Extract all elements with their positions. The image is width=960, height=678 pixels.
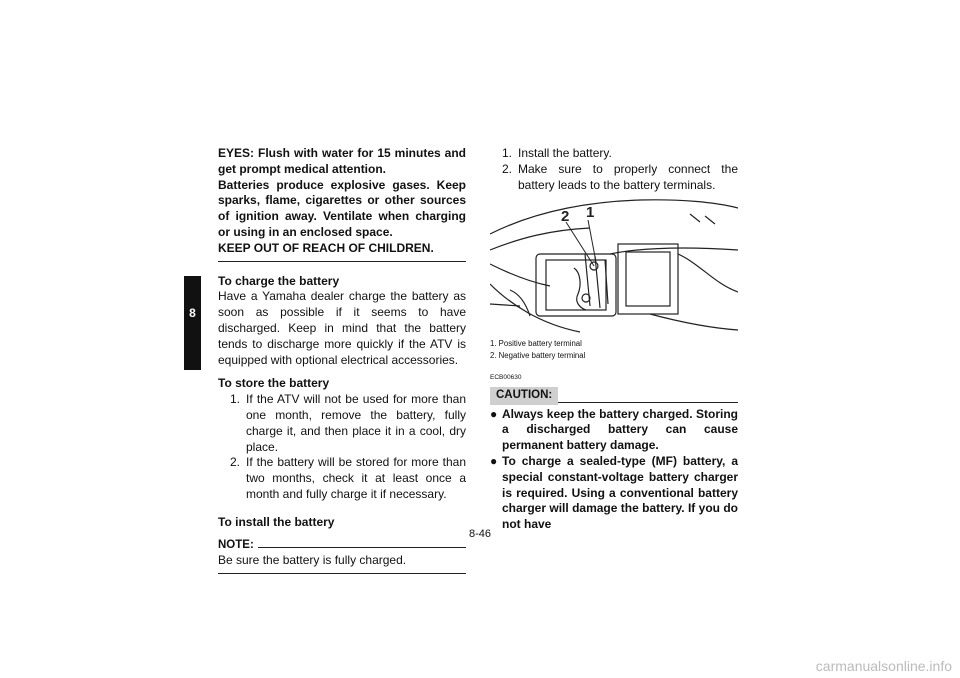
battery-figure	[490, 194, 738, 336]
charge-body: Have a Yamaha dealer charge the battery as soon as possible if it seems to have discharged. Keep in mind that the battery tends to discharge more quickly if the ATV is equipped with optional electrical accessories.	[218, 289, 466, 367]
list-item: 1. If the ATV will not be used for more than one month, remove the battery, fully charge it, and then place it in a cool, dry place.	[230, 392, 466, 454]
list-item: 2. Make sure to properly connect the battery leads to the battery terminals.	[502, 161, 738, 192]
warning-children: KEEP OUT OF REACH OF CHILDREN.	[218, 240, 434, 255]
note-text: Be sure the battery is fully charged.	[218, 553, 407, 568]
right-column	[490, 146, 738, 193]
chapter-tab	[184, 276, 201, 370]
list-item: ● Always keep the battery charged. Storing a discharged battery can cause permanent battery damage.	[490, 406, 738, 453]
warning-gases: Batteries produce explosive gases. Keep sparks, flame, cigarettes or other sources of ignition away. Ventilate when charging or using in an enclosed space.	[218, 177, 466, 239]
store-heading: To store the battery	[218, 376, 330, 391]
note-rule	[258, 547, 466, 548]
battery-illustration	[490, 194, 738, 336]
install-steps	[490, 146, 738, 193]
caption-negative: 2. Negative battery terminal	[490, 351, 586, 360]
caution-rule	[558, 402, 738, 403]
caution-label: CAUTION:	[490, 387, 558, 405]
callout-2: 2	[561, 208, 570, 225]
list-item: 2. If the battery will be stored for more than two months, check it at least once a month and fully charge it if necessary.	[230, 455, 466, 501]
charge-heading: To charge the battery	[218, 273, 340, 288]
chapter-number: 8	[189, 306, 196, 320]
list-item: ● To charge a sealed-type (MF) battery, a special constant-voltage battery charger is required. Using a conventional battery charger will damage the battery. If you do not have	[490, 453, 738, 532]
note-header	[218, 538, 466, 554]
bullet-icon: ●	[490, 406, 498, 421]
install-heading: To install the battery	[218, 514, 335, 529]
note-label: NOTE:	[218, 538, 254, 551]
callout-1: 1	[586, 204, 595, 221]
store-steps	[218, 392, 466, 503]
note-bottom-rule	[218, 573, 466, 574]
caution-header	[490, 387, 738, 405]
watermark: carmanualsonline.info	[815, 658, 952, 674]
list-item: 1. Install the battery.	[502, 146, 612, 160]
caption-positive: 1. Positive battery terminal	[490, 339, 582, 348]
caution-items	[490, 407, 738, 533]
left-column	[218, 146, 466, 574]
warning-eyes: EYES: Flush with water for 15 minutes and get prompt medical attention.	[218, 146, 466, 176]
page-number: 8-46	[468, 528, 492, 540]
warning-end-block	[218, 146, 466, 257]
right-lower	[490, 338, 738, 533]
bullet-icon: ●	[490, 453, 498, 468]
figure-captions	[490, 338, 738, 362]
caution-code: ECB00630	[490, 374, 522, 381]
warning-bottom-rule	[218, 261, 466, 262]
